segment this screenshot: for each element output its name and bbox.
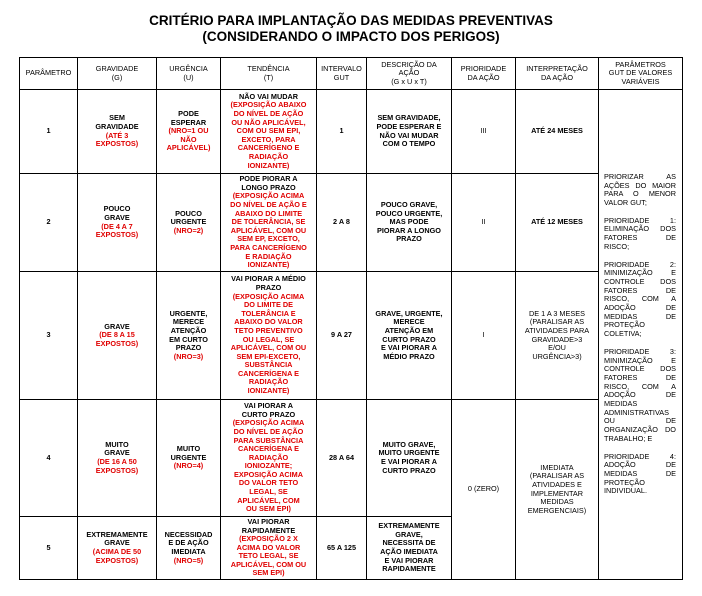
cell-parametro: 1: [20, 90, 78, 174]
cell-intervalo: 65 A 125: [317, 517, 367, 580]
header-prioridade: PRIORIDADE DA AÇÃO: [452, 58, 516, 90]
tendencia-text: VAI PIORAR A CURTO PRAZO: [241, 401, 296, 419]
document-title: [0, 13, 702, 45]
cell-descricao: POUCO GRAVE, POUCO URGENTE, MAS PODE PIORAR A LONGO PRAZO: [367, 174, 452, 272]
cell-gravidade: [78, 517, 157, 580]
table-row: [20, 174, 683, 272]
gravidade-text: EXTREMAMENTE GRAVE: [86, 529, 148, 548]
urgencia-text: POUCO URGENTE: [170, 208, 207, 227]
tendencia-note: (EXPOSIÇÃO ACIMA DO LIMITE DE TOLERÂNCIA E ABAIXO DO VALOR TETO PREVENTIVO OU LEGAL, SE APLICÁVEL, COM OU SEM EPI-EXCETO, SUBSTÂNCIA CANCERÍGENA E RADIAÇÃO IONIZANTE): [230, 291, 307, 396]
gravidade-text: GRAVE: [104, 321, 130, 331]
cell-prioridade: I: [452, 272, 516, 400]
cell-parametro: 2: [20, 174, 78, 272]
gravidade-note: (DE 4 A 7 EXPOSTOS): [95, 221, 139, 240]
cell-parametros-gut: [599, 90, 683, 580]
urgencia-text: MUITO URGENTE: [170, 444, 207, 462]
header-parametro: PARÂMETRO: [20, 58, 78, 90]
tendencia-text: NÃO VAI MUDAR: [238, 91, 299, 101]
header-intervalo: INTERVALO GUT: [317, 58, 367, 90]
urgencia-note: (NRO=2): [173, 225, 204, 235]
gravidade-text: MUITO GRAVE: [104, 439, 130, 458]
header-descricao: DESCRIÇÃO DA AÇÃO (G x U x T): [367, 58, 452, 90]
cell-intervalo: 2 A 8: [317, 174, 367, 272]
urgencia-note: (NRO=1 OU NÃO APLICÁVEL): [166, 126, 211, 153]
urgencia-text: PODE ESPERAR: [170, 109, 207, 127]
gravidade-text: SEM GRAVIDADE: [95, 113, 139, 131]
cell-gravidade: [78, 90, 157, 174]
cell-descricao: EXTREMAMENTE GRAVE, NECESSITA DE AÇÃO IMEDIATA E VAI PIORAR RAPIDAMENTE: [367, 517, 452, 580]
gravidade-text: POUCO GRAVE: [103, 204, 131, 222]
gut-paragraph: PRIORIDADE 3: MINIMIZAÇÃO E CONTROLE DOS FATORES DE RISCO, COM A ADOÇÃO DE MEDIDAS ADMINISTRATIVAS OU DE ORGANIZAÇÃO DO TRABALHO; E: [604, 346, 676, 443]
cell-descricao: GRAVE, URGENTE, MERECE ATENÇÃO EM CURTO PRAZO E VAI PIORAR A MÉDIO PRAZO: [367, 272, 452, 400]
gravidade-note: (DE 8 A 15 EXPOSTOS): [95, 330, 139, 348]
cell-gravidade: [78, 272, 157, 400]
cell-tendencia: [221, 517, 317, 580]
cell-descricao: SEM GRAVIDADE, PODE ESPERAR E NÃO VAI MUDAR COM O TEMPO: [367, 90, 452, 174]
gut-paragraph: PRIORIDADE 2: MINIMIZAÇÃO E CONTROLE DOS FATORES DE RISCO, COM A ADOÇÃO DE MEDIDAS DE PROTEÇÃO COLETIVA;: [604, 259, 676, 339]
gut-paragraph: PRIORIZAR AS AÇÕES DO MAIOR PARA O MENOR VALOR GUT;: [604, 171, 676, 207]
cell-parametro: 5: [20, 517, 78, 580]
tendencia-note: (EXPOSIÇÃO 2 X ACIMA DO VALOR TETO LEGAL, SE APLICÁVEL, COM OU SEM EPI): [230, 534, 307, 578]
urgencia-note: (NRO=5): [173, 555, 204, 565]
urgencia-note: (NRO=4): [173, 461, 204, 471]
urgencia-note: (NRO=3): [173, 351, 204, 361]
cell-interpretacao: ATÉ 12 MESES: [516, 174, 599, 272]
table-header-row: [20, 58, 683, 90]
gut-paragraph: PRIORIDADE 4: ADOÇÃO DE MEDIDAS DE PROTEÇÃO INDIVIDUAL.: [604, 451, 676, 496]
cell-tendencia: [221, 174, 317, 272]
table-row: [20, 400, 683, 517]
tendencia-note: (EXPOSIÇÃO ACIMA DO NÍVEL DE AÇÃO PARA SUBSTÂNCIA CANCERÍGENA E RADIAÇÃO IONIOZANTE; EXPOSIÇÃO ACIMA DO VALOR TETO LEGAL, SE APLICÁVEL, COM OU SEM EPI): [232, 418, 305, 514]
title-line-1: CRITÉRIO PARA IMPLANTAÇÃO DAS MEDIDAS PREVENTIVAS: [149, 13, 553, 28]
cell-interpretacao: IMEDIATA (PARALISAR AS ATIVIDADES E IMPLEMENTAR MEDIDAS EMERGENCIAIS): [516, 400, 599, 580]
tendencia-text: VAI PIORAR A MÉDIO PRAZO: [231, 274, 306, 292]
header-gravidade: GRAVIDADE (G): [78, 58, 157, 90]
table-row: [20, 90, 683, 174]
cell-tendencia: [221, 90, 317, 174]
cell-tendencia: [221, 272, 317, 400]
tendencia-text: PODE PIORAR A LONGO PRAZO: [239, 174, 298, 192]
table-row: [20, 272, 683, 400]
cell-interpretacao: ATÉ 24 MESES: [516, 90, 599, 174]
cell-parametro: 3: [20, 272, 78, 400]
gravidade-note: (ACIMA DE 50 EXPOSTOS): [92, 547, 142, 565]
header-interpretacao: INTERPRETAÇÃO DA AÇÃO: [516, 58, 599, 90]
cell-intervalo: 9 A 27: [317, 272, 367, 400]
cell-descricao: MUITO GRAVE, MUITO URGENTE E VAI PIORAR A CURTO PRAZO: [367, 400, 452, 517]
urgencia-text: NECESSIDAD E DE AÇÃO IMEDIATA: [164, 529, 213, 556]
gravidade-note: (ATÉ 3 EXPOSTOS): [95, 130, 139, 149]
cell-intervalo: 28 A 64: [317, 400, 367, 517]
header-urgencia: URGÊNCIA (U): [157, 58, 221, 90]
cell-urgencia: [157, 517, 221, 580]
cell-urgencia: [157, 400, 221, 517]
urgencia-text: URGENTE, MERECE ATENÇÃO EM CURTO PRAZO: [169, 308, 208, 353]
cell-prioridade: II: [452, 174, 516, 272]
cell-parametro: 4: [20, 400, 78, 517]
cell-intervalo: 1: [317, 90, 367, 174]
title-line-2: (CONSIDERANDO O IMPACTO DOS PERIGOS): [202, 29, 500, 44]
tendencia-text: VAI PIORAR RAPIDAMENTE: [241, 516, 296, 535]
cell-urgencia: [157, 272, 221, 400]
gut-text: [601, 173, 680, 496]
header-tendencia: TENDÊNCIA (T): [221, 58, 317, 90]
gut-paragraph: PRIORIDADE 1: ELIMINAÇÃO DOS FATORES DE RISCO;: [604, 215, 676, 251]
criteria-table: [19, 57, 683, 580]
cell-prioridade: 0 (ZERO): [452, 400, 516, 580]
tendencia-note: (EXPOSIÇÃO ACIMA DO NÍVEL DE AÇÃO E ABAIXO DO LIMITE DE TOLERÂNCIA, SE APLICÁVEL, COM OU SEM EP, EXCETO, PARA CANCERÍGENO E RADIAÇÃO IONIZANTE): [230, 191, 307, 270]
tendencia-note: (EXPOSIÇÃO ABAIXO DO NÍVEL DE AÇÃO OU NÃO APLICÁVEL, COM OU SEM EPI, EXCETO, PARA CANCERÍGENO E RADIAÇÃO IONIZANTE): [230, 100, 307, 170]
cell-interpretacao: DE 1 A 3 MESES (PARALISAR AS ATIVIDADES PARA GRAVIDADE>3 E/OU URGÊNCIA>3): [516, 272, 599, 400]
cell-urgencia: [157, 174, 221, 272]
cell-prioridade: III: [452, 90, 516, 174]
cell-gravidade: [78, 400, 157, 517]
header-parametros-gut: PARÂMETROS GUT DE VALORES VARIÁVEIS: [599, 58, 683, 90]
cell-tendencia: [221, 400, 317, 517]
cell-gravidade: [78, 174, 157, 272]
cell-urgencia: [157, 90, 221, 174]
gravidade-note: (DE 16 A 50 EXPOSTOS): [95, 457, 139, 475]
